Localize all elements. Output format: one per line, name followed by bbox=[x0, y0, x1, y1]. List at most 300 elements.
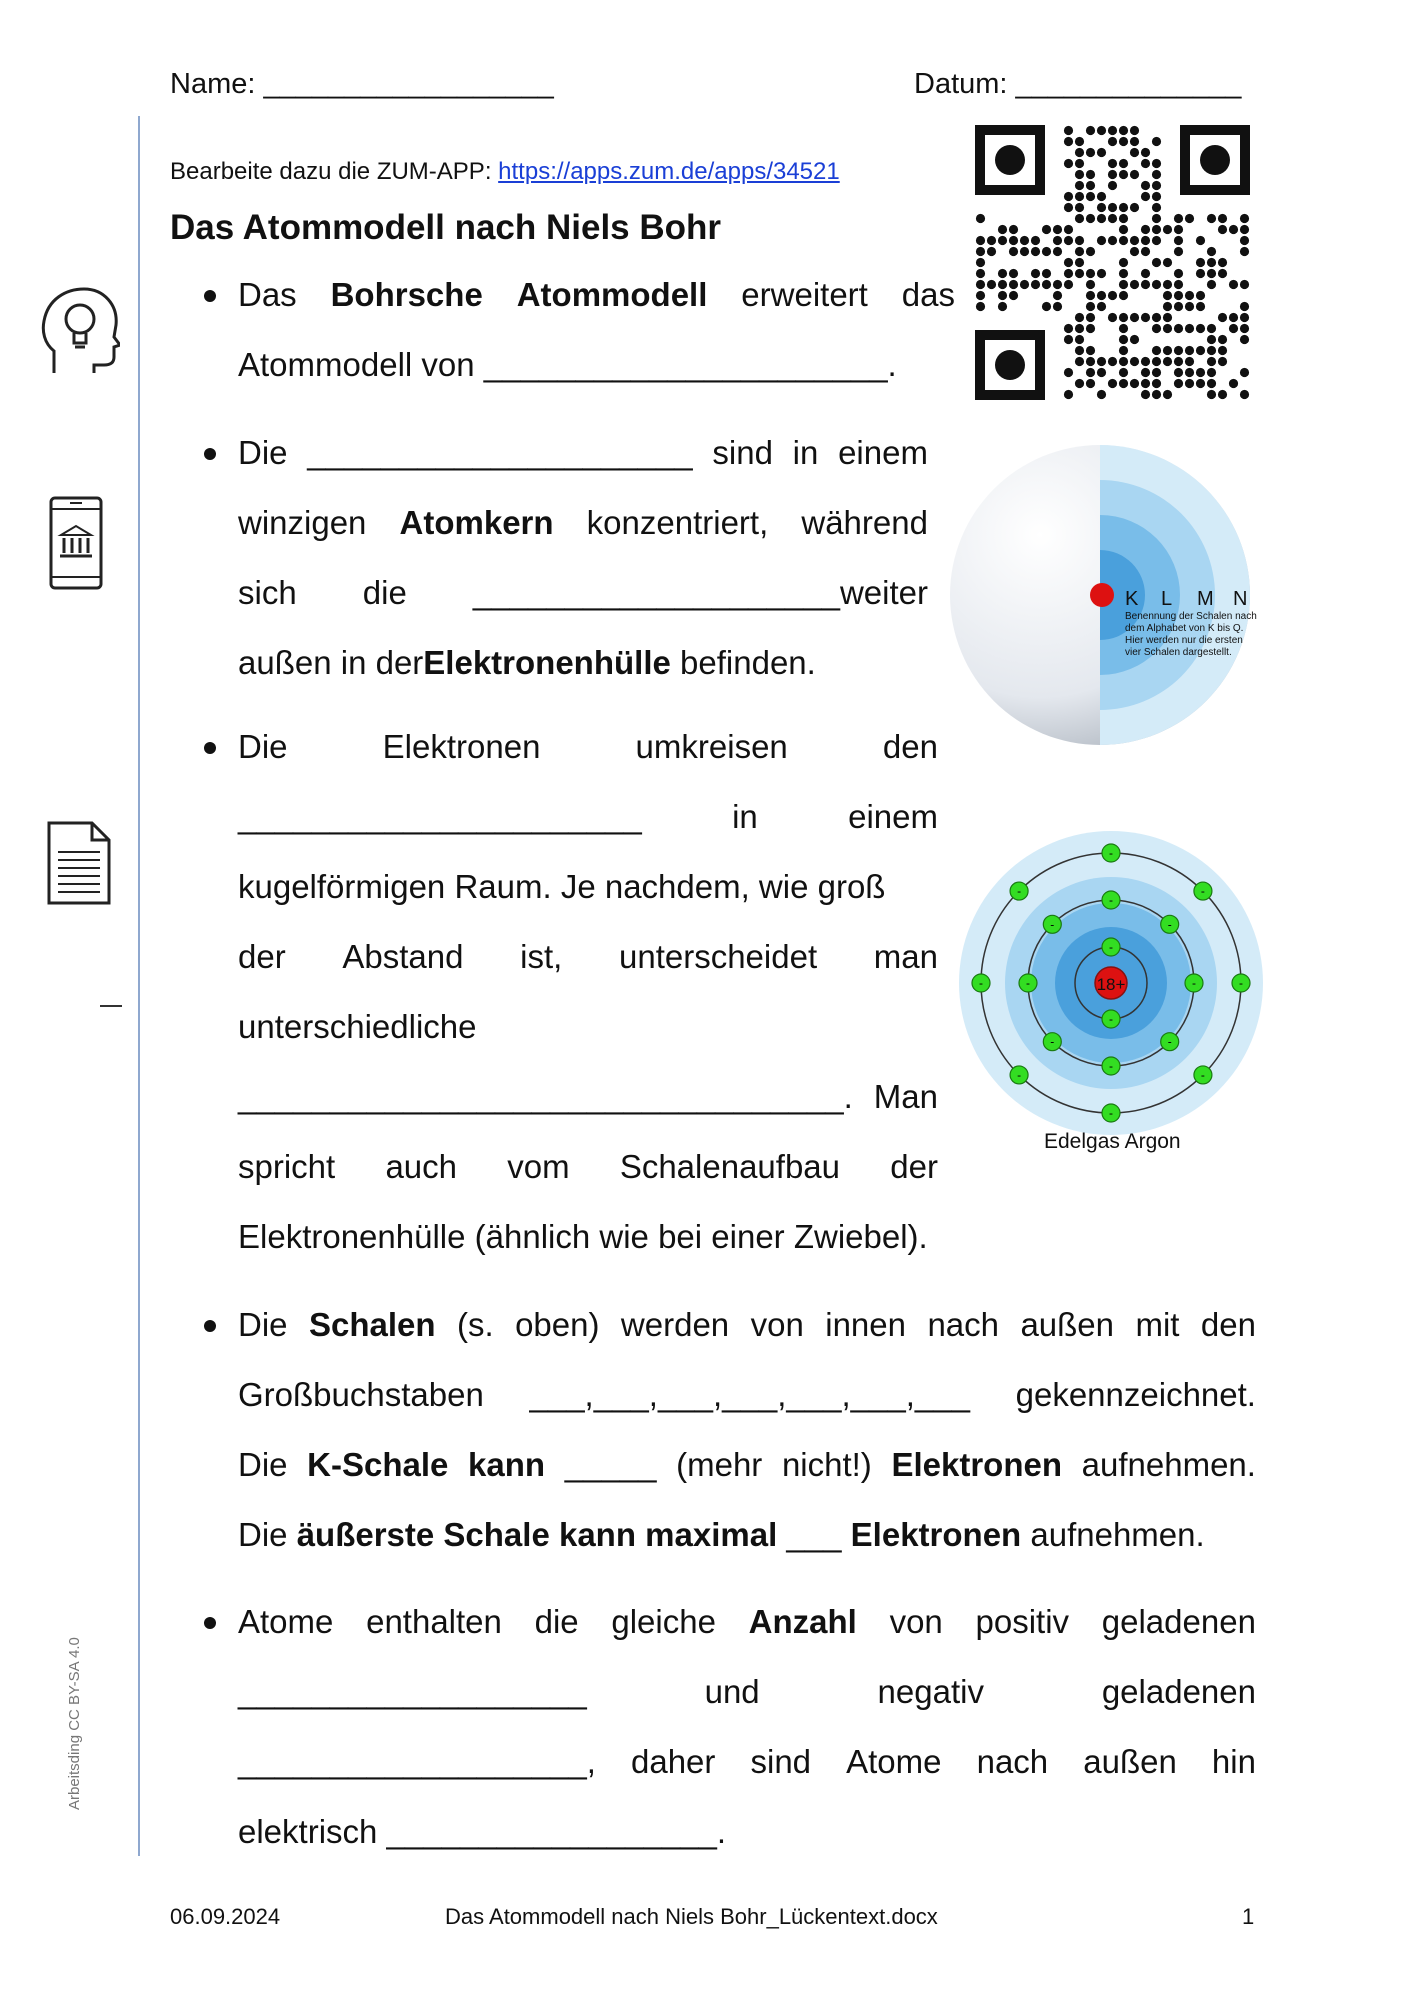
qr-module bbox=[976, 247, 985, 256]
qr-module bbox=[1218, 346, 1227, 355]
text-fragment: unterscheidet bbox=[618, 938, 818, 975]
qr-module bbox=[1064, 126, 1073, 135]
qr-module bbox=[976, 236, 985, 245]
qr-module bbox=[1097, 357, 1106, 366]
qr-module bbox=[1119, 159, 1128, 168]
text-fragment: oben) bbox=[515, 1306, 600, 1343]
shell-note-line2: dem Alphabet von K bis Q. bbox=[1125, 623, 1244, 634]
qr-module bbox=[987, 236, 996, 245]
electron-sign: - bbox=[979, 976, 983, 990]
qr-module bbox=[1119, 137, 1128, 146]
qr-module bbox=[1086, 170, 1095, 179]
blank-outer-shell-count[interactable]: ___ bbox=[777, 1516, 851, 1553]
qr-module bbox=[1108, 159, 1117, 168]
qr-module bbox=[1240, 324, 1249, 333]
footer-page-number: 1 bbox=[1242, 1904, 1255, 1929]
qr-module bbox=[1163, 258, 1172, 267]
text-fragment: in bbox=[732, 798, 758, 835]
qr-module bbox=[1218, 357, 1227, 366]
qr-module bbox=[1207, 390, 1216, 399]
qr-module bbox=[1042, 302, 1051, 311]
electron-sign: - bbox=[1109, 893, 1113, 907]
qr-module bbox=[1097, 368, 1106, 377]
license-note: Arbeitsding CC BY-SA 4.0 bbox=[66, 1637, 83, 1810]
qr-module bbox=[1185, 346, 1194, 355]
text-fragment: unterschiedliche bbox=[238, 1008, 477, 1045]
qr-module bbox=[1185, 324, 1194, 333]
qr-module bbox=[1207, 280, 1216, 289]
page-title: Das Atommodell nach Niels Bohr bbox=[170, 208, 722, 247]
qr-module bbox=[1053, 302, 1062, 311]
text-fragment: ist, bbox=[520, 938, 563, 975]
qr-module bbox=[1086, 148, 1095, 157]
qr-module bbox=[1185, 379, 1194, 388]
blank-k-shell-count[interactable]: _____ bbox=[564, 1446, 657, 1483]
shell-letter-n: N bbox=[1233, 588, 1248, 610]
qr-module bbox=[1163, 324, 1172, 333]
electron-sign: - bbox=[1050, 917, 1055, 932]
qr-module bbox=[1240, 302, 1249, 311]
text-fragment: man bbox=[873, 938, 938, 975]
qr-module bbox=[1240, 368, 1249, 377]
qr-module bbox=[1185, 368, 1194, 377]
text-fragment: Atomkern bbox=[399, 504, 554, 541]
shell-note-line1: Benennung der Schalen nach bbox=[1125, 611, 1257, 622]
qr-module bbox=[1064, 324, 1073, 333]
qr-module bbox=[1130, 126, 1139, 135]
text-fragment: negativ bbox=[877, 1673, 984, 1710]
qr-module bbox=[1053, 247, 1062, 256]
qr-module bbox=[1108, 203, 1117, 212]
qr-module bbox=[1141, 357, 1150, 366]
qr-module bbox=[1152, 225, 1161, 234]
qr-module bbox=[1119, 335, 1128, 344]
text-fragment: gekennzeichnet. bbox=[1015, 1376, 1256, 1413]
qr-module bbox=[1042, 247, 1051, 256]
qr-module bbox=[1174, 225, 1183, 234]
qr-module bbox=[1075, 379, 1084, 388]
qr-module bbox=[1086, 346, 1095, 355]
qr-module bbox=[1218, 390, 1227, 399]
zum-app-link[interactable]: https://apps.zum.de/apps/34521 bbox=[498, 158, 840, 185]
qr-module bbox=[1075, 247, 1084, 256]
electron-sign: - bbox=[1200, 1067, 1205, 1082]
text-fragment: und bbox=[704, 1673, 760, 1710]
text-fragment: einem bbox=[848, 798, 938, 835]
text-fragment: den bbox=[882, 728, 938, 765]
blank-elektronen[interactable]: ___________________, bbox=[238, 1743, 596, 1780]
qr-module bbox=[1141, 247, 1150, 256]
qr-module bbox=[1075, 170, 1084, 179]
intro-line: Bearbeite dazu die ZUM-APP: https://apps.zum.de/apps/34521 bbox=[170, 158, 840, 185]
argon-atom-figure bbox=[958, 830, 1264, 1136]
qr-module bbox=[976, 258, 985, 267]
qr-module bbox=[1196, 379, 1205, 388]
qr-module bbox=[1163, 225, 1172, 234]
qr-module bbox=[1240, 335, 1249, 344]
text-fragment: außen in der bbox=[238, 644, 424, 681]
text-fragment: vom bbox=[507, 1148, 570, 1185]
text-fragment: aufnehmen. bbox=[1081, 1446, 1256, 1483]
qr-module bbox=[1152, 203, 1161, 212]
qr-module bbox=[1141, 225, 1150, 234]
qr-module bbox=[1086, 247, 1095, 256]
qr-module bbox=[1174, 269, 1183, 278]
qr-module bbox=[1185, 214, 1194, 223]
qr-module bbox=[1031, 280, 1040, 289]
qr-module bbox=[1229, 324, 1238, 333]
qr-module bbox=[1196, 302, 1205, 311]
qr-module bbox=[1152, 357, 1161, 366]
qr-module bbox=[1141, 313, 1150, 322]
text-fragment: die bbox=[362, 574, 407, 611]
qr-module bbox=[1196, 269, 1205, 278]
qr-module bbox=[1075, 192, 1084, 201]
shell-letter-k: K bbox=[1125, 588, 1139, 610]
qr-module bbox=[1163, 313, 1172, 322]
text-fragment: sind bbox=[750, 1743, 812, 1780]
argon-caption: Edelgas Argon bbox=[1044, 1130, 1181, 1153]
qr-module bbox=[1240, 214, 1249, 223]
qr-module bbox=[1240, 280, 1249, 289]
qr-module bbox=[1097, 269, 1106, 278]
text-fragment: positiv bbox=[975, 1603, 1070, 1640]
qr-module bbox=[1207, 269, 1216, 278]
qr-module bbox=[1152, 137, 1161, 146]
qr-module bbox=[1064, 159, 1073, 168]
qr-module bbox=[1097, 126, 1106, 135]
text-fragment: geladenen bbox=[1101, 1673, 1256, 1710]
text-fragment: Bohrsche bbox=[330, 276, 483, 313]
electron-sign: - bbox=[1109, 846, 1113, 860]
qr-module bbox=[1130, 247, 1139, 256]
nucleus-dot bbox=[1090, 583, 1114, 607]
bullet-dot bbox=[204, 1617, 216, 1629]
blank-atomkern[interactable]: ______________________ bbox=[238, 798, 642, 835]
qr-module bbox=[1218, 214, 1227, 223]
qr-module bbox=[1196, 236, 1205, 245]
blank-electrons[interactable]: ____________________weiter bbox=[472, 574, 928, 611]
qr-module bbox=[1108, 313, 1117, 322]
qr-module bbox=[1097, 302, 1106, 311]
qr-module bbox=[1108, 379, 1117, 388]
qr-module bbox=[1185, 357, 1194, 366]
qr-module bbox=[1075, 258, 1084, 267]
mobile-museum-icon bbox=[48, 495, 104, 591]
margin-dash bbox=[100, 1005, 122, 1007]
qr-module bbox=[1130, 280, 1139, 289]
electron-sign: - bbox=[1109, 1106, 1113, 1120]
text-fragment: (mehr bbox=[676, 1446, 763, 1483]
text-fragment: Anzahl bbox=[748, 1603, 857, 1640]
electron-sign: - bbox=[1200, 884, 1205, 899]
document-icon bbox=[46, 820, 112, 906]
text-fragment: außen bbox=[1083, 1743, 1177, 1780]
qr-module bbox=[1075, 148, 1084, 157]
qr-module bbox=[1119, 269, 1128, 278]
qr-module bbox=[1207, 335, 1216, 344]
qr-module bbox=[1174, 236, 1183, 245]
text-fragment: auch bbox=[385, 1148, 457, 1185]
qr-module bbox=[1119, 357, 1128, 366]
qr-module bbox=[1075, 324, 1084, 333]
text-fragment: der bbox=[238, 938, 286, 975]
qr-module bbox=[1097, 390, 1106, 399]
electron-sign: - bbox=[1239, 976, 1243, 990]
qr-module bbox=[1053, 280, 1062, 289]
qr-module bbox=[1207, 214, 1216, 223]
qr-module bbox=[1086, 379, 1095, 388]
text-fragment: Die bbox=[238, 728, 288, 765]
qr-module bbox=[1042, 269, 1051, 278]
qr-module bbox=[1064, 192, 1073, 201]
qr-module bbox=[1053, 236, 1062, 245]
qr-module bbox=[1053, 291, 1062, 300]
qr-module bbox=[1218, 313, 1227, 322]
qr-module bbox=[1086, 302, 1095, 311]
qr-module bbox=[1152, 181, 1161, 190]
qr-module bbox=[998, 291, 1007, 300]
text-fragment: nach bbox=[976, 1743, 1049, 1780]
text-fragment: Großbuchstaben bbox=[238, 1376, 484, 1413]
qr-module bbox=[1174, 346, 1183, 355]
qr-module bbox=[1097, 203, 1106, 212]
qr-module bbox=[1174, 302, 1183, 311]
text-fragment: (s. bbox=[456, 1306, 494, 1343]
margin-line bbox=[138, 116, 140, 1856]
text-fragment: Die bbox=[238, 1446, 288, 1483]
qr-module bbox=[1119, 324, 1128, 333]
shell-note-line4: vier Schalen dargestellt. bbox=[1125, 647, 1232, 658]
argon-nucleus-label: 18+ bbox=[1096, 975, 1126, 994]
blank-atommodell[interactable]: Atommodell von ______________________. bbox=[238, 346, 897, 383]
blank-protons[interactable]: _____________________ bbox=[307, 434, 693, 471]
qr-module bbox=[1141, 192, 1150, 201]
qr-module bbox=[1086, 313, 1095, 322]
text-fragment: von bbox=[889, 1603, 943, 1640]
text-fragment: das bbox=[901, 276, 955, 313]
qr-module bbox=[1119, 346, 1128, 355]
qr-module bbox=[1174, 357, 1183, 366]
qr-module bbox=[1119, 291, 1128, 300]
blank-protonen[interactable]: ___________________ bbox=[238, 1673, 587, 1710]
shell-note-line3: Hier werden nur die ersten bbox=[1125, 635, 1243, 646]
text-fragment: äußerste Schale kann maximal bbox=[296, 1516, 778, 1553]
qr-module bbox=[1152, 214, 1161, 223]
qr-module bbox=[1009, 236, 1018, 245]
qr-module bbox=[1119, 258, 1128, 267]
qr-module bbox=[1119, 170, 1128, 179]
qr-module bbox=[1130, 357, 1139, 366]
qr-module bbox=[1152, 390, 1161, 399]
qr-module bbox=[1174, 368, 1183, 377]
qr-module bbox=[1119, 379, 1128, 388]
qr-module bbox=[1009, 280, 1018, 289]
text-fragment: K-Schale bbox=[307, 1446, 449, 1483]
qr-module bbox=[998, 280, 1007, 289]
qr-module bbox=[1152, 170, 1161, 179]
qr-module bbox=[1042, 280, 1051, 289]
text-fragment: Das bbox=[238, 276, 297, 313]
qr-module bbox=[1240, 313, 1249, 322]
electron-sign: - bbox=[1109, 1059, 1113, 1073]
qr-module bbox=[1163, 291, 1172, 300]
date-field-label: Datum: ______________ bbox=[914, 68, 1242, 100]
qr-module bbox=[1108, 291, 1117, 300]
qr-module bbox=[1086, 269, 1095, 278]
qr-module bbox=[1163, 302, 1172, 311]
qr-module bbox=[1108, 236, 1117, 245]
text-fragment: gleiche bbox=[611, 1603, 716, 1640]
text-fragment: erweitert bbox=[741, 276, 868, 313]
qr-module bbox=[1196, 346, 1205, 355]
qr-module bbox=[1218, 225, 1227, 234]
qr-module bbox=[1240, 247, 1249, 256]
qr-module bbox=[1097, 214, 1106, 223]
qr-module bbox=[1207, 258, 1216, 267]
text-fragment: innen bbox=[825, 1306, 906, 1343]
qr-module bbox=[1086, 214, 1095, 223]
qr-module bbox=[1218, 258, 1227, 267]
qr-module bbox=[1174, 214, 1183, 223]
qr-module bbox=[1119, 203, 1128, 212]
text-fragment: einem bbox=[838, 434, 928, 471]
qr-module bbox=[1240, 236, 1249, 245]
qr-module bbox=[1130, 313, 1139, 322]
text-fragment: Schalenaufbau bbox=[619, 1148, 841, 1185]
qr-module bbox=[1119, 214, 1128, 223]
qr-module bbox=[1130, 335, 1139, 344]
qr-module bbox=[1185, 302, 1194, 311]
qr-module bbox=[1152, 159, 1161, 168]
electron-sign: - bbox=[1050, 1034, 1055, 1049]
qr-module bbox=[1020, 236, 1029, 245]
electron-sign: - bbox=[1017, 884, 1022, 899]
qr-module bbox=[1119, 313, 1128, 322]
text-fragment: Abstand bbox=[342, 938, 464, 975]
qr-module bbox=[1163, 280, 1172, 289]
electron-sign: - bbox=[1109, 940, 1113, 954]
qr-module bbox=[1152, 368, 1161, 377]
text-fragment: Atommodell bbox=[516, 276, 708, 313]
bullet-item-5 bbox=[238, 1587, 1256, 1867]
qr-module bbox=[1229, 313, 1238, 322]
text-fragment: kann bbox=[468, 1446, 546, 1483]
qr-module bbox=[1163, 357, 1172, 366]
qr-module bbox=[1086, 368, 1095, 377]
blank-schalen[interactable]: _________________________________. bbox=[238, 1078, 853, 1115]
qr-module bbox=[1196, 324, 1205, 333]
blank-shell-letters[interactable]: ___,___,___,___,___,___,___ bbox=[529, 1376, 970, 1413]
qr-module bbox=[1075, 236, 1084, 245]
qr-module bbox=[1097, 148, 1106, 157]
footer-filename: Das Atommodell nach Niels Bohr_Lückentext.docx bbox=[445, 1904, 938, 1929]
qr-module bbox=[1075, 159, 1084, 168]
qr-module bbox=[1152, 313, 1161, 322]
qr-module bbox=[1141, 379, 1150, 388]
qr-module bbox=[1064, 137, 1073, 146]
qr-module bbox=[976, 291, 985, 300]
text-fragment: kugelförmigen Raum. Je nachdem, wie groß bbox=[238, 868, 886, 905]
qr-module bbox=[1064, 335, 1073, 344]
qr-module bbox=[976, 280, 985, 289]
qr-module bbox=[1152, 324, 1161, 333]
text-fragment: Die bbox=[238, 1306, 288, 1343]
qr-module bbox=[1141, 280, 1150, 289]
electron-sign: - bbox=[1026, 976, 1030, 990]
text-fragment: sich bbox=[238, 574, 297, 611]
qr-module bbox=[1130, 236, 1139, 245]
shell-letter-m: M bbox=[1197, 588, 1214, 610]
qr-module bbox=[998, 236, 1007, 245]
qr-module bbox=[1031, 269, 1040, 278]
text-fragment: geladenen bbox=[1101, 1603, 1256, 1640]
name-field-label: Name: __________________ bbox=[170, 68, 554, 100]
shell-letter-l: L bbox=[1161, 588, 1173, 610]
qr-module bbox=[1108, 214, 1117, 223]
text-fragment: Atome bbox=[846, 1743, 942, 1780]
text-fragment: Man bbox=[873, 1078, 938, 1115]
qr-module bbox=[1009, 247, 1018, 256]
qr-module bbox=[1075, 313, 1084, 322]
qr-module bbox=[1020, 247, 1029, 256]
text-fragment: sind bbox=[712, 434, 773, 471]
qr-module bbox=[1196, 258, 1205, 267]
bullet-item-4 bbox=[238, 1290, 1256, 1570]
qr-module bbox=[987, 280, 996, 289]
qr-module bbox=[1207, 247, 1216, 256]
qr-module bbox=[1097, 291, 1106, 300]
qr-module bbox=[1075, 181, 1084, 190]
qr-module bbox=[1196, 368, 1205, 377]
text-fragment: Elektronen bbox=[850, 1516, 1022, 1553]
qr-module bbox=[1141, 181, 1150, 190]
text-fragment: von bbox=[750, 1306, 804, 1343]
qr-module bbox=[1108, 357, 1117, 366]
qr-module bbox=[1207, 368, 1216, 377]
shell-sphere-figure bbox=[945, 440, 1285, 755]
qr-module bbox=[1075, 214, 1084, 223]
qr-module bbox=[1141, 236, 1150, 245]
qr-module bbox=[1064, 390, 1073, 399]
qr-module bbox=[1086, 324, 1095, 333]
qr-module bbox=[1141, 390, 1150, 399]
electron-sign: - bbox=[1192, 976, 1196, 990]
bullet-dot bbox=[204, 290, 216, 302]
qr-module bbox=[1119, 126, 1128, 135]
text-fragment: Die bbox=[238, 434, 288, 471]
text-fragment: konzentriert, bbox=[586, 504, 769, 541]
qr-module bbox=[1240, 390, 1249, 399]
text-fragment: winzigen bbox=[238, 504, 367, 541]
qr-module bbox=[1152, 346, 1161, 355]
bullet-item-3 bbox=[238, 712, 938, 1272]
qr-module bbox=[1141, 159, 1150, 168]
qr-module bbox=[1229, 379, 1238, 388]
electron-sign: - bbox=[1167, 917, 1172, 932]
text-fragment: während bbox=[801, 504, 928, 541]
text-fragment: befinden. bbox=[670, 644, 816, 681]
electron-sign: - bbox=[1109, 1012, 1113, 1026]
qr-module bbox=[1075, 346, 1084, 355]
blank-neutral[interactable]: elektrisch __________________. bbox=[238, 1813, 727, 1850]
qr-module bbox=[1196, 291, 1205, 300]
qr-module bbox=[1174, 379, 1183, 388]
qr-module bbox=[1064, 225, 1073, 234]
qr-module bbox=[1152, 236, 1161, 245]
qr-module bbox=[1141, 368, 1150, 377]
qr-module bbox=[1042, 225, 1051, 234]
